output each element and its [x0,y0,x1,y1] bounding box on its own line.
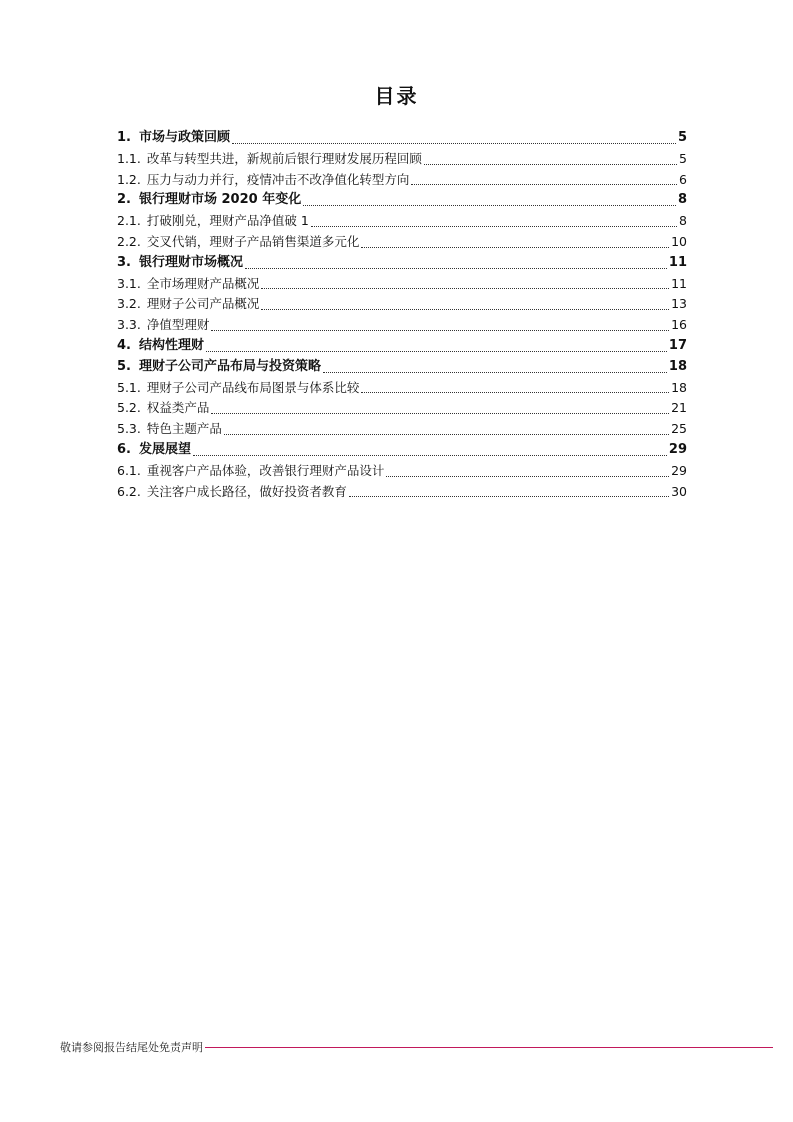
toc-entry-title: 交叉代销，理财子产品销售渠道多元化 [146,233,360,249]
toc-dot-leader [424,163,677,165]
toc-entry-page: 5 [679,150,687,166]
toc-dot-leader [361,246,669,248]
toc-entry-page: 6 [679,171,687,187]
toc-dot-leader [411,183,677,185]
toc-entry-page: 18 [668,358,687,374]
page-title: 目录 [374,84,419,108]
toc-dot-leader [206,350,667,352]
toc-entry-title: 压力与动力并行，疫情冲击不改净值化转型方向 [146,171,410,187]
toc-dot-leader [386,475,669,477]
toc-entry-number: 1.1. [117,150,141,166]
toc-entry-page: 25 [671,421,687,437]
toc-entry-title: 改革与转型共进，新规前后银行理财发展历程回顾 [146,150,422,166]
toc-entry-page: 8 [679,213,687,229]
toc-entry-title: 市场与政策回顾 [138,130,230,145]
toc-entry-page: 11 [668,254,687,270]
toc-dot-leader [224,433,669,435]
toc-entry-page: 10 [671,233,687,249]
toc-entry[interactable] [117,357,687,378]
footer-rule [205,1047,773,1048]
toc-entry[interactable] [117,170,687,191]
toc-entry[interactable] [117,378,687,399]
toc-entry-page: 29 [668,441,687,457]
toc-dot-leader [303,204,676,206]
toc-entry-title: 打破刚兑，理财产品净值破 1 [146,213,309,229]
toc-entry[interactable] [117,211,687,232]
toc-entry-page: 5 [677,130,687,145]
toc-entry-number: 3.3. [117,317,141,333]
toc-entry-title: 结构性理财 [138,337,204,353]
toc-dot-leader [349,495,669,497]
toc-entry-page: 13 [671,296,687,312]
toc-entry-title: 关注客户成长路径，做好投资者教育 [146,483,347,499]
toc-entry-title: 权益类产品 [146,400,210,416]
toc-entry-page: 29 [671,462,687,478]
toc-entry-number: 3.2. [117,296,141,312]
toc-dot-leader [211,329,669,331]
toc-entry-title: 全市场理财产品概况 [146,275,260,291]
toc-entry-number: 2.1. [117,213,141,229]
toc-entry-number: 4. [117,337,131,353]
toc-dot-leader [323,371,667,373]
toc-entry-page: 11 [671,275,687,291]
toc-entry-number: 5. [117,358,131,374]
toc-entry[interactable] [117,440,687,461]
toc-entry-page: 16 [671,317,687,333]
toc-dot-leader [261,287,669,289]
toc-entry-number: 2. [117,192,131,208]
toc-entry-title: 发展展望 [138,441,191,457]
toc-entry-title: 银行理财市场 2020 年变化 [138,192,302,208]
table-of-contents [117,128,687,502]
toc-entry-number: 3. [117,254,131,270]
toc-entry-number: 5.1. [117,379,141,395]
toc-entry-title: 特色主题产品 [146,421,222,437]
toc-entry-number: 6.2. [117,483,141,499]
toc-dot-leader [245,267,667,269]
toc-dot-leader [232,142,676,144]
toc-entry[interactable] [117,294,687,315]
toc-entry[interactable] [117,315,687,336]
toc-entry-number: 2.2. [117,233,141,249]
toc-entry[interactable] [117,336,687,357]
toc-entry-page: 8 [677,192,687,208]
toc-entry[interactable] [117,274,687,295]
toc-entry[interactable] [117,190,687,211]
toc-entry-title: 重视客户产品体验，改善银行理财产品设计 [146,462,385,478]
toc-entry-number: 3.1. [117,275,141,291]
toc-dot-leader [211,412,669,414]
footer [60,1038,773,1056]
toc-entry[interactable] [117,232,687,253]
disclaimer-note: 敬请参阅报告结尾处免责声明 [60,1041,203,1054]
toc-entry[interactable] [117,419,687,440]
toc-entry-title: 理财子公司产品布局与投资策略 [138,358,321,374]
toc-entry-title: 理财子公司产品线布局图景与体系比较 [146,379,360,395]
toc-entry-number: 6. [117,441,131,457]
toc-entry-title: 银行理财市场概况 [138,254,243,270]
toc-entry[interactable] [117,482,687,503]
toc-dot-leader [361,391,669,393]
toc-entry-page: 30 [671,483,687,499]
toc-entry-number: 1. [117,130,131,145]
toc-entry[interactable] [117,128,687,149]
toc-entry-number: 1.2. [117,171,141,187]
toc-dot-leader [261,308,669,310]
toc-entry[interactable] [117,398,687,419]
toc-entry-number: 6.1. [117,462,141,478]
toc-entry[interactable] [117,253,687,274]
toc-entry-number: 5.2. [117,400,141,416]
toc-entry-page: 17 [668,337,687,353]
toc-dot-leader [311,225,677,227]
toc-entry-number: 5.3. [117,421,141,437]
toc-entry-title: 理财子公司产品概况 [146,296,260,312]
toc-dot-leader [193,454,667,456]
toc-entry-title: 净值型理财 [146,317,210,333]
toc-entry-page: 18 [671,379,687,395]
toc-entry[interactable] [117,149,687,170]
toc-entry-page: 21 [671,400,687,416]
toc-entry[interactable] [117,461,687,482]
